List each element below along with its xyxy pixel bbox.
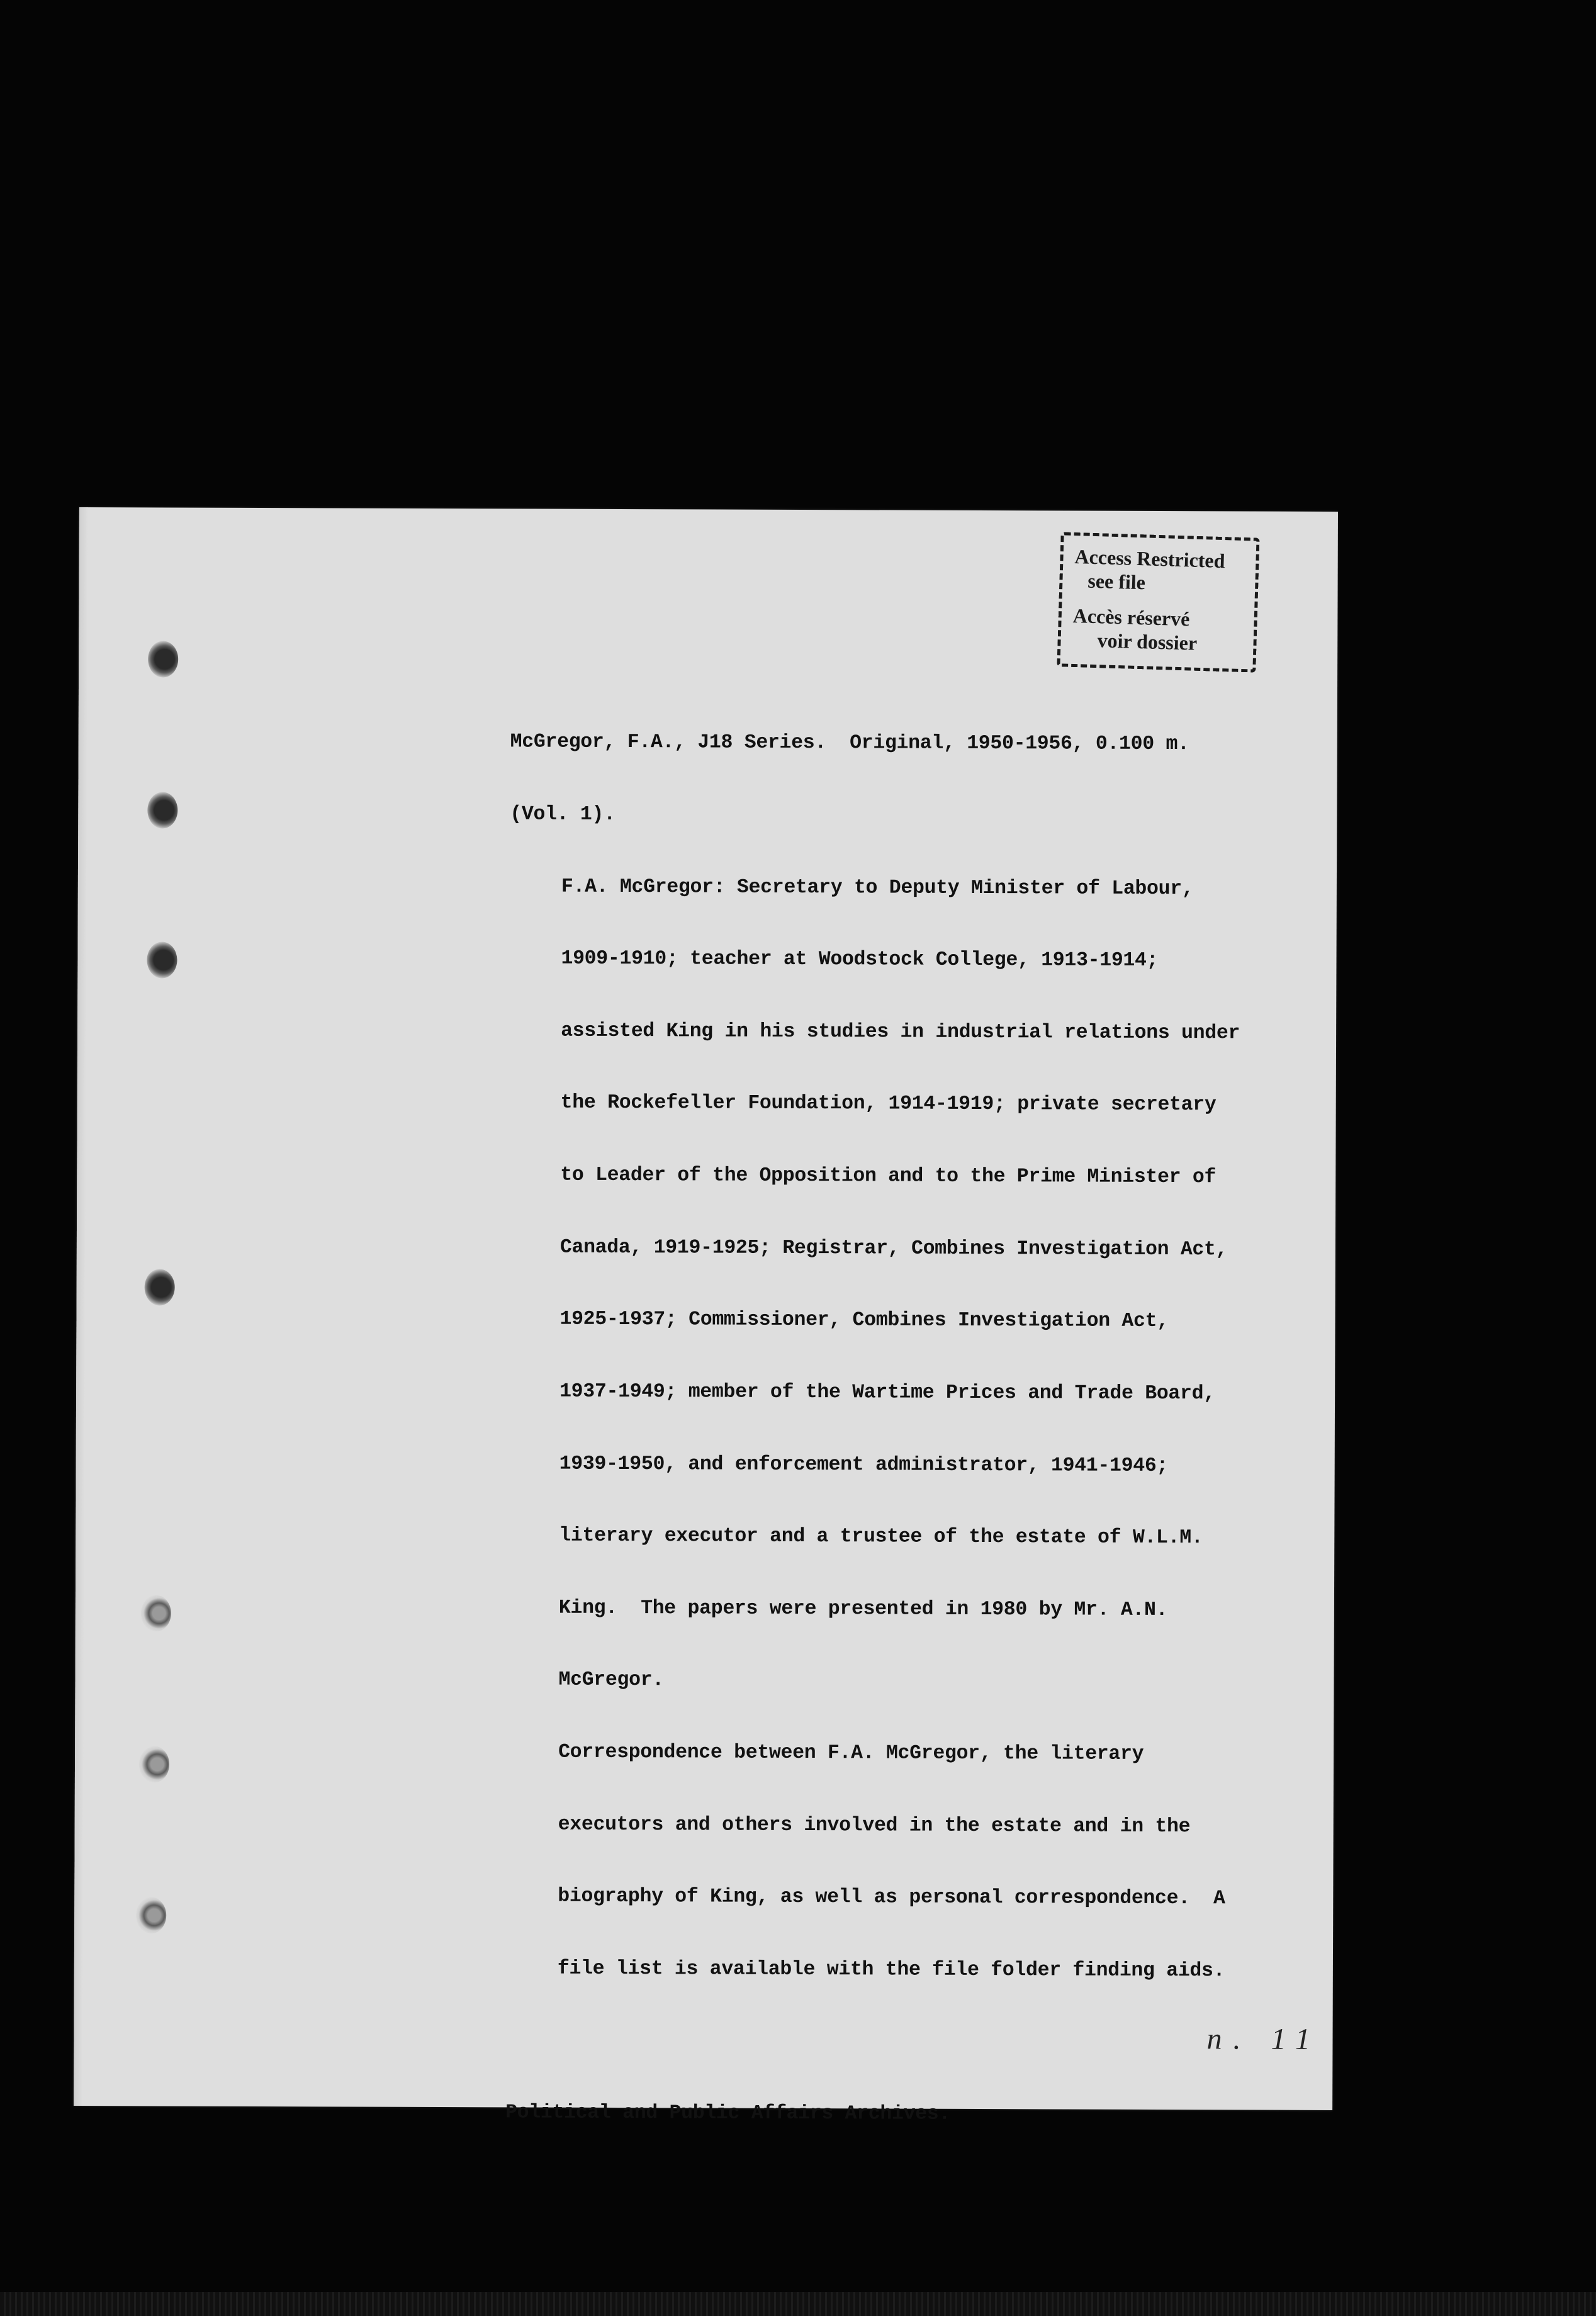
document-page <box>74 507 1338 2125</box>
archives-division: Political and Public Affairs Archives. <box>505 2101 951 2125</box>
stamp-line: see file <box>1087 569 1146 594</box>
punch-hole <box>139 1746 169 1782</box>
stamp-line: Access Restricted <box>1074 545 1226 573</box>
bio-line: assisted King in his studies in industrial relations under <box>561 1020 1240 1045</box>
finding-aid-entry <box>505 682 1329 2176</box>
bio-line: F.A. McGregor: Secretary to Deputy Minister of Labour, <box>561 875 1194 900</box>
bio-line: literary executor and a trustee of the estate of W.L.M. <box>559 1524 1203 1549</box>
stamp-line: voir dossier <box>1097 629 1198 655</box>
access-restricted-stamp <box>1057 532 1259 672</box>
scope-line: executors and others involved in the estate and in the <box>558 1813 1191 1838</box>
punch-hole <box>147 792 177 828</box>
punch-hole <box>141 1595 171 1631</box>
scope-line: biography of King, as well as personal correspondence. A <box>558 1885 1225 1910</box>
bio-line: Canada, 1919-1925; Registrar, Combines Investigation Act, <box>559 1236 1228 1261</box>
entry-heading: McGregor, F.A., J18 Series. Original, 1950-1956, 0.100 m. <box>510 731 1189 756</box>
bio-line: King. The papers were presented in 1980 by Mr. A.N. <box>558 1597 1168 1621</box>
bio-line: to Leader of the Opposition and to the Prime Minister of <box>560 1164 1217 1189</box>
scope-line: Correspondence between F.A. McGregor, the literary <box>558 1741 1144 1765</box>
punch-hole <box>147 942 177 978</box>
bio-line: 1925-1937; Commissioner, Combines Investigation Act, <box>559 1308 1169 1333</box>
bio-line: McGregor. <box>558 1668 664 1692</box>
scope-line: file list is available with the file folder finding aids. <box>557 1957 1225 1982</box>
entry-volume: (Vol. 1). <box>510 803 615 826</box>
page-number: n. 11 <box>1206 2022 1322 2056</box>
stamp-line: Accès réservé <box>1072 604 1190 631</box>
punch-hole <box>148 641 178 677</box>
bio-line: 1939-1950, and enforcement administrator, 1941-1946; <box>559 1453 1169 1477</box>
film-edge-strip <box>0 2292 1596 2316</box>
punch-hole <box>136 1897 166 1933</box>
bio-line: the Rockefeller Foundation, 1914-1919; private secretary <box>560 1092 1217 1116</box>
punch-hole <box>145 1269 175 1305</box>
bio-line: 1909-1910; teacher at Woodstock College, 1913-1914; <box>561 947 1159 972</box>
bio-line: 1937-1949; member of the Wartime Prices and Trade Board, <box>559 1380 1215 1405</box>
